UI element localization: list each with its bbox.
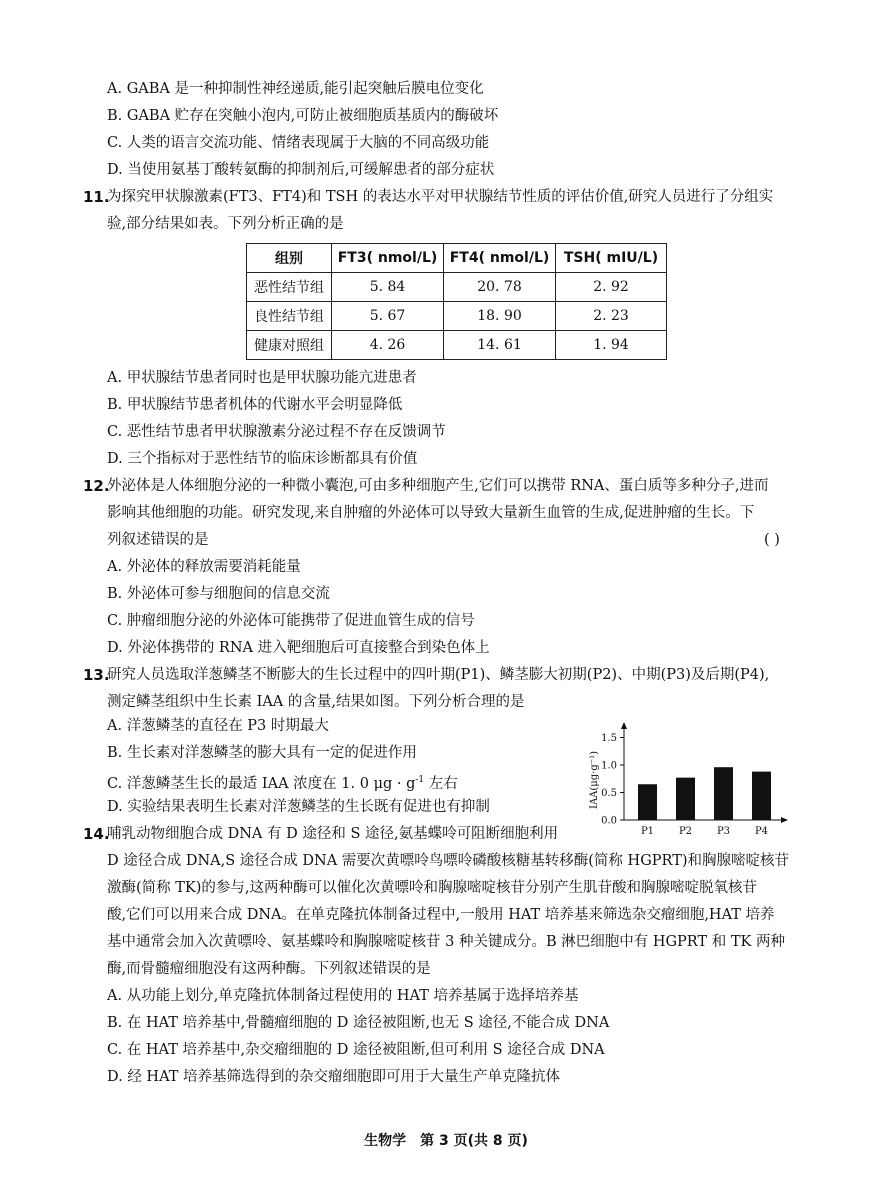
y-tick-label: 0.0: [601, 815, 617, 827]
q11-stem: 验,部分结果如表。下列分析正确的是: [107, 216, 344, 232]
table-header: 组别: [247, 244, 332, 273]
q14-stem: 哺乳动物细胞合成 DNA 有 D 途径和 S 途径,氨基蝶呤可阻断细胞利用: [107, 826, 559, 842]
y-axis-label: IAA(μg·g⁻¹): [589, 751, 600, 809]
table-cell: 健康对照组: [247, 331, 332, 360]
q13-option-c-text: C. 洋葱鳞茎生长的最适 IAA 浓度在 1. 0 μg · g: [107, 775, 416, 792]
table-cell: 14. 61: [444, 331, 556, 360]
table-row: [247, 273, 667, 302]
table-header: FT3( nmol/L): [332, 244, 444, 273]
table-cell: 20. 78: [444, 273, 556, 302]
y-tick-label: 0.5: [601, 788, 617, 799]
q11-results-table: [246, 243, 667, 360]
q12-option-a: A. 外泌体的释放需要消耗能量: [107, 559, 301, 575]
table-cell: 18. 90: [444, 302, 556, 331]
q12-option-c: C. 肿瘤细胞分泌的外泌体可能携带了促进血管生成的信号: [107, 613, 475, 629]
q10-option-b: B. GABA 贮存在突触小泡内,可防止被细胞质基质内的酶破坏: [107, 108, 499, 124]
x-axis-arrow: [781, 817, 788, 823]
iaa-bar-chart: [582, 722, 792, 842]
q14-stem: 酶,而骨髓瘤细胞没有这两种酶。下列叙述错误的是: [107, 961, 431, 977]
table-cell: 2. 92: [556, 273, 667, 302]
bar-p1: [638, 784, 657, 820]
table-cell: 5. 67: [332, 302, 444, 331]
y-tick-label: 1.0: [601, 760, 617, 772]
table-row: [247, 331, 667, 360]
q12-stem: 列叙述错误的是: [107, 532, 209, 548]
q11-stem: 为探究甲状腺激素(FT3、FT4)和 TSH 的表达水平对甲状腺结节性质的评估价值,研究人员进行了分组实: [107, 189, 774, 205]
bar-p4: [752, 772, 771, 820]
q13-option-a: A. 洋葱鳞茎的直径在 P3 时期最大: [107, 718, 329, 734]
q14-option-a: A. 从功能上划分,单克隆抗体制备过程使用的 HAT 培养基属于选择培养基: [107, 988, 579, 1004]
q10-option-c: C. 人类的语言交流功能、情绪表现属于大脑的不同高级功能: [107, 135, 490, 151]
q12-stem: 外泌体是人体细胞分泌的一种微小囊泡,可由多种细胞产生,它们可以携带 RNA、蛋白质等多种分子,进而: [107, 478, 769, 494]
q14-stem: 酸,它们可以用来合成 DNA。在单克隆抗体制备过程中,一般用 HAT 培养基来筛选杂交瘤细胞,HAT 培养: [107, 907, 775, 923]
q11-number: 11.: [83, 188, 110, 206]
bar-p3: [714, 767, 733, 820]
q13-option-d: D. 实验结果表明生长素对洋葱鳞茎的生长既有促进也有抑制: [107, 799, 490, 815]
q13-stem: 研究人员选取洋葱鳞茎不断膨大的生长过程中的四叶期(P1)、鳞茎膨大初期(P2)、中期(P3)及后期(P4),: [107, 667, 770, 683]
table-header: TSH( mIU/L): [556, 244, 667, 273]
q13-stem: 测定鳞茎组织中生长素 IAA 的含量,结果如图。下列分析合理的是: [107, 694, 525, 710]
q13-option-b: B. 生长素对洋葱鳞茎的膨大具有一定的促进作用: [107, 745, 417, 761]
q12-number: 12.: [83, 477, 110, 495]
x-tick-label: P3: [716, 826, 731, 837]
bar-p2: [676, 778, 695, 820]
q14-number: 14.: [83, 825, 110, 843]
q13-number: 13.: [83, 666, 110, 684]
q12-stem: 影响其他细胞的功能。研究发现,来自肿瘤的外泌体可以导致大量新生血管的生成,促进肿瘤的生长。下: [107, 505, 755, 521]
q12-option-d: D. 外泌体携带的 RNA 进入靶细胞后可直接整合到染色体上: [107, 640, 490, 656]
q11-option-c: C. 恶性结节患者甲状腺激素分泌过程不存在反馈调节: [107, 424, 446, 440]
table-cell: 4. 26: [332, 331, 444, 360]
q14-option-d: D. 经 HAT 培养基筛选得到的杂交瘤细胞即可用于大量生产单克隆抗体: [107, 1069, 561, 1085]
q12-option-b: B. 外泌体可参与细胞间的信息交流: [107, 586, 330, 602]
unit-exponent: -1: [415, 775, 425, 785]
table-cell: 1. 94: [556, 331, 667, 360]
table-header-row: [247, 244, 667, 273]
answer-blank: ( ): [764, 532, 780, 548]
q14-stem: D 途径合成 DNA,S 途径合成 DNA 需要次黄嘌呤鸟嘌呤磷酸核糖基转移酶(简称 HGPRT)和胸腺嘧啶核苷: [107, 853, 790, 869]
x-tick-label: P2: [678, 826, 693, 837]
q14-stem: 基中通常会加入次黄嘌呤、氨基蝶呤和胸腺嘧啶核苷 3 种关键成分。B 淋巴细胞中有 HGPRT 和 TK 两种: [107, 934, 785, 950]
q11-option-b: B. 甲状腺结节患者机体的代谢水平会明显降低: [107, 397, 403, 413]
table-cell: 恶性结节组: [247, 273, 332, 302]
q14-stem: 激酶(简称 TK)的参与,这两种酶可以催化次黄嘌呤和胸腺嘧啶核苷分别产生肌苷酸和胸腺嘧啶脱氧核苷: [107, 880, 758, 896]
table-row: [247, 302, 667, 331]
y-axis-arrow: [621, 722, 627, 729]
table-header: FT4( nmol/L): [444, 244, 556, 273]
page-footer: 生物学 第 3 页(共 8 页): [364, 1133, 528, 1149]
q11-option-a: A. 甲状腺结节患者同时也是甲状腺功能亢进患者: [107, 370, 417, 386]
q13-option-c: [107, 770, 458, 794]
q11-option-d: D. 三个指标对于恶性结节的临床诊断都具有价值: [107, 451, 418, 467]
table-cell: 良性结节组: [247, 302, 332, 331]
q13-option-c-tail: 左右: [424, 775, 458, 792]
table-cell: 2. 23: [556, 302, 667, 331]
x-tick-label: P4: [754, 826, 769, 837]
q10-option-a: A. GABA 是一种抑制性神经递质,能引起突触后膜电位变化: [107, 81, 484, 97]
x-tick-label: P1: [640, 826, 655, 837]
y-tick-label: 1.5: [601, 733, 617, 744]
q14-option-b: B. 在 HAT 培养基中,骨髓瘤细胞的 D 途径被阻断,也无 S 途径,不能合成 DNA: [107, 1015, 610, 1031]
q10-option-d: D. 当使用氨基丁酸转氨酶的抑制剂后,可缓解患者的部分症状: [107, 162, 495, 178]
q14-option-c: C. 在 HAT 培养基中,杂交瘤细胞的 D 途径被阻断,但可利用 S 途径合成 DNA: [107, 1042, 605, 1058]
table-cell: 5. 84: [332, 273, 444, 302]
